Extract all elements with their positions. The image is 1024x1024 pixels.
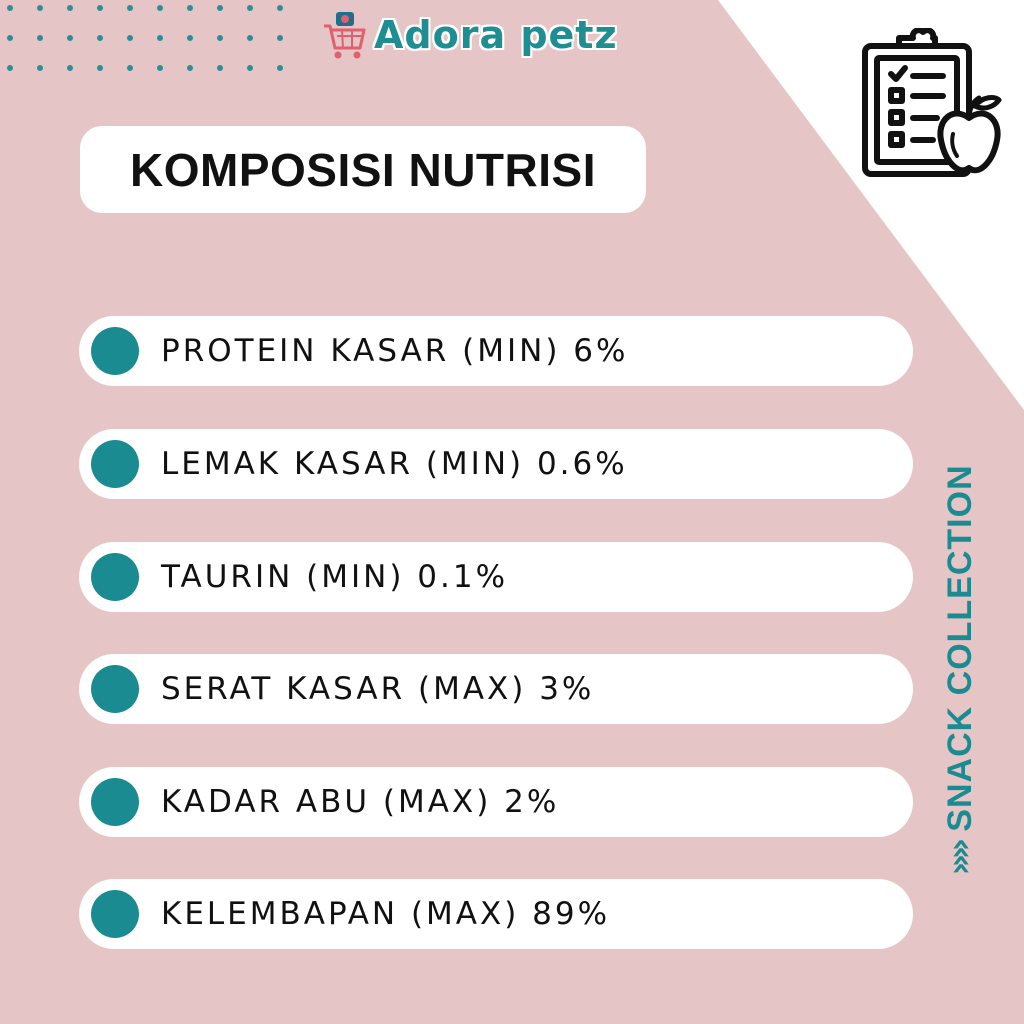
clipboard-checklist-apple-icon bbox=[857, 28, 1007, 183]
nutrient-row bbox=[79, 654, 913, 724]
nutrient-label: LEMAK KASAR (MIN) 0.6% bbox=[161, 446, 628, 482]
nutrient-label: KELEMBAPAN (MAX) 89% bbox=[161, 896, 611, 932]
nutrient-label: TAURIN (MIN) 0.1% bbox=[161, 559, 509, 595]
nutrient-row bbox=[79, 879, 913, 949]
shopping-cart-icon bbox=[322, 10, 366, 60]
teal-dot-icon bbox=[91, 665, 139, 713]
nutrient-row bbox=[79, 767, 913, 837]
dot-pattern-decoration bbox=[0, 0, 300, 80]
teal-dot-icon bbox=[91, 553, 139, 601]
teal-dot-icon bbox=[91, 440, 139, 488]
chevron-right-icon: »» bbox=[940, 843, 980, 876]
side-caption bbox=[925, 420, 995, 920]
nutrient-label: SERAT KASAR (MAX) 3% bbox=[161, 671, 595, 707]
collection-label: SNACK COLLECTION bbox=[940, 464, 979, 832]
teal-dot-icon bbox=[91, 327, 139, 375]
teal-dot-icon bbox=[91, 778, 139, 826]
nutrient-row bbox=[79, 429, 913, 499]
teal-dot-icon bbox=[91, 890, 139, 938]
nutrient-label: PROTEIN KASAR (MIN) 6% bbox=[161, 333, 629, 369]
brand-logo bbox=[322, 10, 618, 60]
nutrient-label: KADAR ABU (MAX) 2% bbox=[161, 784, 560, 820]
brand-name: Adora petz bbox=[374, 13, 618, 57]
nutrient-row bbox=[79, 542, 913, 612]
title-panel bbox=[80, 126, 646, 213]
nutrient-row bbox=[79, 316, 913, 386]
page-title: KOMPOSISI NUTRISI bbox=[130, 143, 596, 196]
